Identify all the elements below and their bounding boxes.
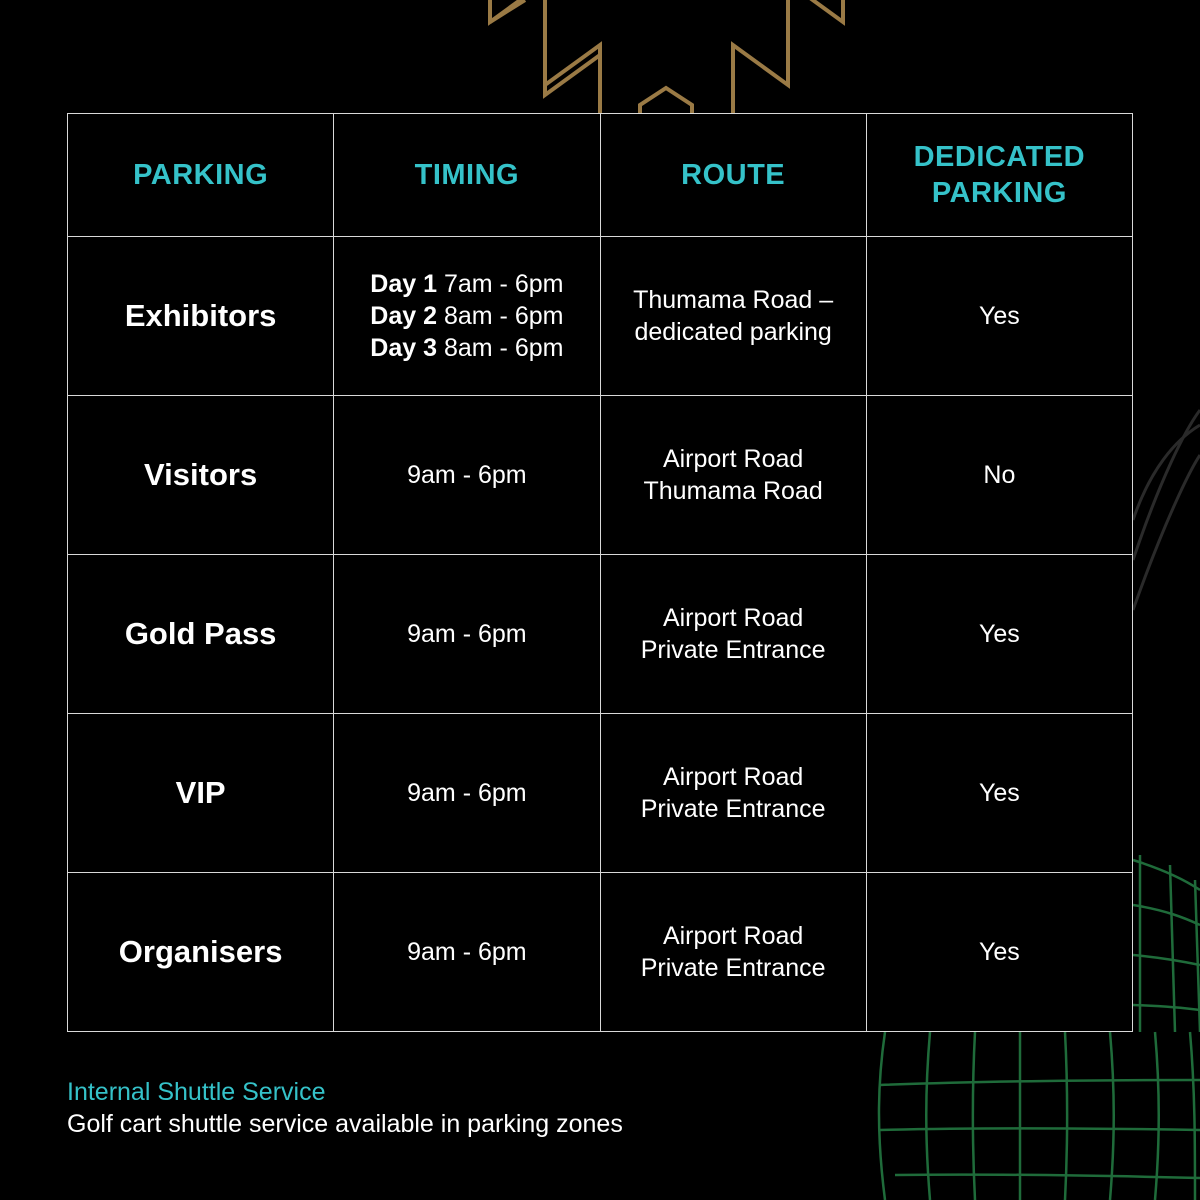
route-cell-vip bbox=[600, 714, 866, 873]
day-label: Day 2 bbox=[370, 302, 438, 330]
route-line: dedicated parking bbox=[634, 318, 832, 346]
row-name-exhibitors: Exhibitors bbox=[68, 237, 334, 396]
timing-line-day2 bbox=[342, 300, 591, 332]
route-line: Thumama Road – bbox=[633, 286, 834, 314]
route-line: Airport Road bbox=[662, 922, 804, 950]
route-line: Private Entrance bbox=[640, 954, 826, 982]
row-name-visitors: Visitors bbox=[68, 396, 334, 555]
route-cell-exhibitors bbox=[600, 237, 866, 396]
header-dedicated-parking bbox=[866, 114, 1132, 237]
timing-cell-exhibitors bbox=[334, 237, 600, 396]
route-line: Airport Road bbox=[662, 604, 804, 632]
route-line: Private Entrance bbox=[640, 636, 826, 664]
dedicated-cell-vip: Yes bbox=[866, 714, 1132, 873]
timing-line-day1 bbox=[342, 268, 591, 300]
header-route: ROUTE bbox=[600, 114, 866, 237]
shuttle-title: Internal Shuttle Service bbox=[67, 1078, 326, 1106]
shuttle-description: Golf cart shuttle service available in parking zones bbox=[67, 1110, 623, 1138]
route-line: Thumama Road bbox=[643, 477, 823, 505]
row-name-organisers: Organisers bbox=[68, 873, 334, 1032]
table-header-row bbox=[68, 114, 1133, 237]
shuttle-info bbox=[67, 1076, 623, 1140]
route-line: Airport Road bbox=[662, 763, 804, 791]
dedicated-cell-exhibitors: Yes bbox=[866, 237, 1132, 396]
dedicated-cell-visitors: No bbox=[866, 396, 1132, 555]
header-parking: PARKING bbox=[68, 114, 334, 237]
timing-cell-organisers: 9am - 6pm bbox=[334, 873, 600, 1032]
dedicated-cell-organisers: Yes bbox=[866, 873, 1132, 1032]
header-timing: TIMING bbox=[334, 114, 600, 237]
route-line: Private Entrance bbox=[640, 795, 826, 823]
day-time: 7am - 6pm bbox=[443, 270, 564, 298]
table-row bbox=[68, 873, 1133, 1032]
row-name-vip: VIP bbox=[68, 714, 334, 873]
dedicated-cell-gold-pass: Yes bbox=[866, 555, 1132, 714]
timing-cell-gold-pass: 9am - 6pm bbox=[334, 555, 600, 714]
day-label: Day 3 bbox=[370, 334, 438, 362]
day-time: 8am - 6pm bbox=[443, 334, 564, 362]
table-row bbox=[68, 714, 1133, 873]
row-name-gold-pass: Gold Pass bbox=[68, 555, 334, 714]
route-line: Airport Road bbox=[662, 445, 804, 473]
timing-cell-vip: 9am - 6pm bbox=[334, 714, 600, 873]
parking-table bbox=[67, 113, 1133, 1032]
timing-cell-visitors: 9am - 6pm bbox=[334, 396, 600, 555]
table-row bbox=[68, 555, 1133, 714]
day-time: 8am - 6pm bbox=[443, 302, 564, 330]
timing-line-day3 bbox=[342, 332, 591, 364]
table-row bbox=[68, 396, 1133, 555]
route-cell-visitors bbox=[600, 396, 866, 555]
route-cell-gold-pass bbox=[600, 555, 866, 714]
parking-table-container bbox=[67, 113, 1133, 1032]
route-cell-organisers bbox=[600, 873, 866, 1032]
table-row bbox=[68, 237, 1133, 396]
header-dedicated-parking-label: DEDICATED PARKING bbox=[913, 141, 1086, 209]
day-label: Day 1 bbox=[370, 270, 438, 298]
